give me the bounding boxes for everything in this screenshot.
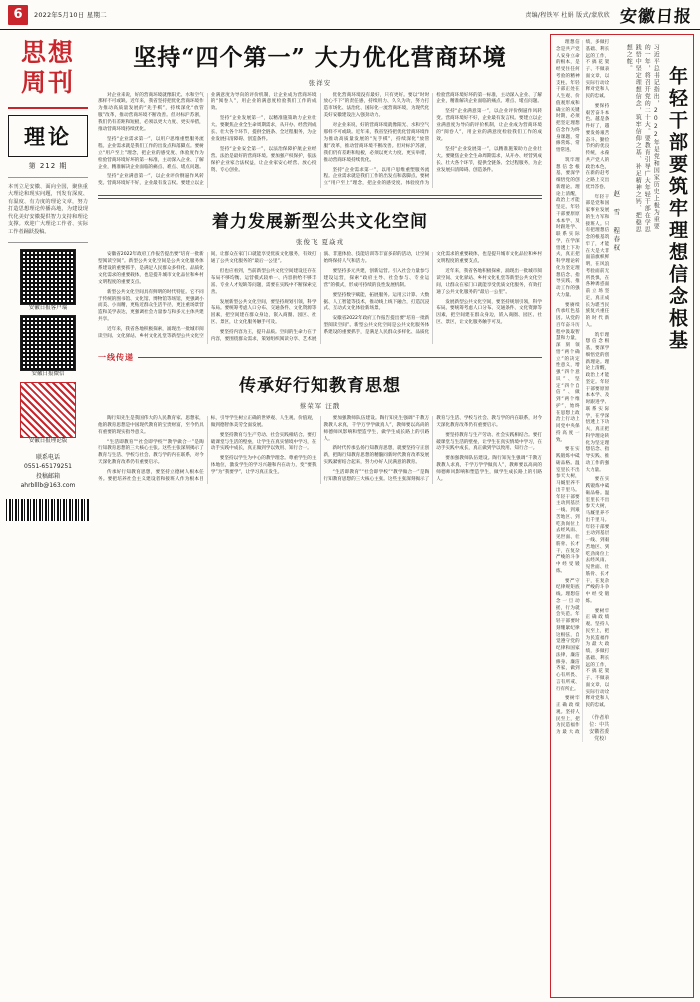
qr-caption: 安徽日报理论版 [28,437,68,444]
paragraph: 新型公共文化空间具有鲜明的时代特征。它不同于传统的图书馆、文化馆、博物馆等场馆，更强调小而美、小而精，更贴近群众生活半径，更注重场景营造和美学表达，更强调社会力量参与和多元主体共建共享。 [98,289,204,323]
contact-phone-label: 联系电话 [35,453,60,461]
paragraph: “生活即教育”“社会即学校”“教学做合一”是陶行知教育思想的三大核心主张。这些主张深刻揭示了教育与生活、学校与社会、教与学的内在联系，对今天深化教育改革仍有重要启示。 [98,439,204,466]
submission-mail-value: ahrblllb@163.com [20,482,76,490]
paragraph: 近年来，我省各地积极探索，涌现出一批城市阅读空间、文化驿站、乡村文化礼堂等新型公共文化空间，让群众在家门口就能享受优质文化服务，有效打通了公共文化服务的“最后一公里”。 [436,268,542,295]
paragraph: 坚持“企业发展第一”，以精准施策助力企业壮大。要聚焦企业全生命周期需求，从开办、经营到成长、壮大各个环节，提供全链条、全过程服务，为企业发展扫清障碍、创造条件。 [436,146,542,173]
featured-article-authors: 赵 雪 程春权 [612,190,621,253]
article-secondary-byline: 张俊飞 夏焱戎 [295,238,345,247]
paragraph: 发展新型公共文化空间，要坚持规划引领，科学布局。要统筹考虑人口分布、交通条件、文化资源等因素，把空间建在群众身边，嵌入商圈、园区、社区、景区，让文化服务触手可及。 [436,299,542,326]
article-lead-headline: 坚持“四个第一” 大力优化营商环境 [133,44,507,71]
article-tertiary-byline: 蔡荣军 汪戬 [299,401,341,410]
section-title: 理论 [24,123,72,149]
paragraph: 要树牢正确政绩观。坚持人民至上，把为民造福作为最大政绩，多做打基础、利长远的工作，不搞花架子、不做表面文章，以实际行动诠释对党和人民的忠诚。 [585,608,610,708]
featured-article-body [556,40,609,992]
page-number-badge: 6 [8,5,28,25]
paragraph: 要坚持教育与生产劳动、社会实践相结合。要打破课堂与生活的壁垒，让学生在真实情境中学习，在动手实践中成长，真正做到学以致用、知行合一。 [210,432,317,452]
paragraph: 近年来，我省各地积极探索，涌现出一批城市阅读空间、文化驿站、乡村文化礼堂等新型公共文化空间，让群众在家门口就能享受优质文化服务，有效打通了公共文化服务的“最后一公里”。 [98,252,317,339]
article-tertiary-headline: 传承好行知教育思想 [239,375,401,396]
paragraph: 安徽省2022年政府工作报告提出要“培育一批新型阅读空间”。新型公共文化空间是公共文化服务体系建设的重要抓手，是满足人民群众多样化、品质化文化需求的重要载体，也是提升城市文化品位和乡村文明程度的重要支点。 [98,252,204,285]
paragraph: 要在实践锻炼中砥砺品格。温室里长不出参天大树，马厩里养不出千里马。年轻干部要主动到基层一线、到艰苦地区、到吃劲岗位上去经风雨、见世面、壮筋骨、长才干，在复杂严峻的斗争中经受锻炼。 [556,447,580,574]
paragraph: 坚持“企业满意第一”，以企业评价倒逼作风转变。营商环境好不好，企业最有发言权。要建立以企业满意度为导向的评价机制，让企业成为营商环境的“阅卷人”，用企业的满意度检验我们工作的成效。 [98,92,317,187]
section-intro: 本刊立足安徽、面向全国，聚焦重大理论和现实问题，刊发有深度、有温度、有力度的理论文章，努力打造思想理论传播高地，为建设现代化美好安徽提供智力支持和理论支撑。欢迎广大理论工作者、实际工作者踊跃投稿。 [8,183,88,235]
paragraph: 要加强教师队伍建设。陶行知先生强调“千教万教教人求真，千学万学学做真人”，教师要以高尚的师德师风影响和塑造学生，做学生成长路上的引路人。 [436,456,542,482]
barcode [6,499,90,521]
brand-line-2: 周刊 [20,68,75,98]
featured-article-title: 年轻干部要筑牢理想信念根基 [666,66,688,352]
paragraph: 坚持“企业发展第一”，以精准施策助力企业壮大。要聚焦企业全生命周期需求，从开办、经营到成长、壮大各个环节，提供全链条、全过程服务，为企业发展扫清障碍、创造条件。 [210,116,317,142]
issue-number: 第 212 期 [28,161,68,170]
paragraph: 新时代传承弘扬行知教育思想，就要坚持守正创新，把陶行知教育思想的精髓同新时代教育改革发展实践紧密结合起来，努力办好人民满意的教育。 [323,446,430,466]
paragraph: 对企业来说，好的营商环境就像阳光、水和空气那样不可或缺。近年来，我省坚持把优化营商环境作为推动高质量发展的“先手棋”，持续深化“放管服”改革，推动营商环境不断改善。但对标沪苏浙，我们仍有差距和短板，必须以更大力度、更实举措，推动营商环境持续优化。 [98,92,204,133]
paragraph: 筑牢理想信念根基，要深学细悟党的创新理论。理论上清醒，政治上才能坚定。年轻干部要原原本本学、及时跟进学、联系实际学，在学深悟透上下功夫，真正把科学理论转化为坚定理想信念、指导实践、推动工作的强大力量。 [556,157,580,298]
paragraph: 传承好行知教育思想，要坚持立德树人根本任务。要把培养社会主义建设者和接班人作为根本目标，引导学生树立正确的世界观、人生观、价值观，做到德智体美劳全面发展。 [98,415,317,482]
editor-credits: 责编/程铁军 杜娟 版式/蒙欣欣 [525,12,610,19]
paragraph: 要坚持内容为王，提升品质。空间的生命力在于内容，要围绕群众需求，策划组织阅读分享、艺术展演、非遗体验、技能培训等丰富多彩的活动，让空间始终保持人气和活力。 [210,252,430,342]
paragraph: 要坚持多元共建，创新运营。引入社会力量参与建设运营，探索“政府主导、社会参与、专业运营”的模式，形成可持续的良性发展机制。 [323,268,430,288]
article-lead-body [98,93,542,189]
paragraph: 理想信念是共产党人安身立命的根本，是经受住任何考验的精神支柱。年轻干部正处在人生观、价值观形成和确立的关键时期，必须把坚定理想信念作为终身课题，常修常炼、常悟常进。 [556,40,580,153]
qr-code-image[interactable] [20,315,76,371]
contact-phone-value: 0551-65179251 [24,463,72,471]
paragraph: 坚持“企业需求第一”，以用户思维重塑服务流程。企业需求就是我们工作的出发点和落脚点。要树立“用户至上”理念，把企业的感受度、体验度作为检验营商环境好坏的第一标准，主动深入企业、了解企业，精准解决企业面临的痛点、难点、堵点问题。 [98,136,204,170]
submission-mail-label: 投稿邮箱 [35,472,60,480]
article-lead [98,44,542,188]
qr-item [20,382,76,445]
article-lead-byline: 张祥安 [308,78,332,87]
qr-list [6,249,90,444]
featured-article-frame [550,34,694,998]
kicker-row [98,352,542,363]
paragraph: 要严守纪律规矩底线。理想信念一旦动摇，行为就会失范。年轻干部要时刻绷紧纪律这根弦，自觉遵守党的纪律和国家法律，廉洁修身、廉洁齐家，做到心有所畏、言有所戒、行有所止。 [556,578,580,692]
article-divider-1 [98,195,542,199]
left-divider-2 [8,242,88,243]
article-secondary-body [98,252,542,344]
article-tertiary [98,371,542,484]
article-kicker: 一线传递 [98,352,134,362]
paragraph: 要赓续传承红色基因。从党的百年奋斗历程中汲取智慧和力量，深刻领悟“两个确立”的决定性意义，增强“四个意识”、坚定“四个自信”、做到“两个维护”，始终在思想上政治上行动上同党中央保持高度一致。 [556,302,580,443]
main-column [94,34,546,998]
paragraph: 但也应看到，当前新型公共文化空间建设还存在布局不够均衡、运营模式较单一、内容供给不够丰富、专业人才短缺等问题，需要在实践中不断探索完善。 [210,268,317,295]
paragraph: 年轻干部是党和国家事业发展的生力军和接班人。只有把理想信念的根基筑牢了，才能在大是大非面前旗帜鲜明，在风浪考验面前无所畏惧，在各种诱惑面前立场坚定，真正成长为堪当民族复兴重任的时代新人。 [585,194,610,328]
left-rail [6,34,94,998]
paragraph: 坚持“企业需求第一”，以用户思维重塑服务流程。企业需求就是我们工作的出发点和落脚点。要树立“用户至上”理念，把企业的感受度、体验度作为检验营商环境好坏的第一标准，主动深入企业、了解企业，精准解决企业面临的痛点、难点、堵点问题。 [323,92,542,187]
paragraph: 筑牢理想信念根基，要深学细悟党的创新理论。理论上清醒，政治上才能坚定。年轻干部要原原本本学、及时跟进学、联系实际学，在学深悟透上下功夫，真正把科学理论转化为坚定理想信念、指导实践、推动工作的强大力量。 [585,332,610,473]
brand-divider [8,107,88,109]
qr-code-image[interactable] [20,382,76,438]
newspaper-logo: 安徽日报 [619,7,693,27]
qr-caption: 安徽日报客户端 [28,305,68,312]
paragraph: 要保持艰苦奋斗本色。越是条件好了，越要发扬艰苦奋斗、勤俭节约的优良传统，永葆共产党人的政治本色，在新的赶考之路上交出优异答卷。 [585,103,610,190]
qr-code-image[interactable] [20,249,76,305]
brand-line-1: 思想 [20,38,75,67]
paragraph: 坚持“企业安全第一”，以法治保障护航企业经营。法治是最好的营商环境。要加强产权保护，依法保护企业家合法权益，让企业家安心经营、放心投资、专心创业。 [210,146,317,173]
paragraph: 要树牢正确政绩观。坚持人民至上，把为民造福作为最大政绩，多做打基础、利长远的工作，不搞花架子、不做表面文章，以实际行动诠释对党和人民的忠诚。 [556,40,610,735]
paragraph: 要在实践锻炼中砥砺品格。温室里长不出参天大树，马厩里养不出千里马。年轻干部要主动到基层一线、到艰苦地区、到吃劲岗位上去经风雨、见世面、壮筋骨、长才干，在复杂严峻的斗争中经受锻炼。 [585,477,610,604]
paragraph: 发展新型公共文化空间，要坚持规划引领，科学布局。要统筹考虑人口分布、交通条件、文化资源等因素，把空间建在群众身边，嵌入商圈、园区、社区、景区，让文化服务触手可及。 [210,299,317,326]
qr-item [20,249,76,312]
article-secondary [98,207,542,344]
paragraph: 优化营商环境没有最好，只有更好。要以“时时放心不下”的责任感，持续用力、久久为功，努力打造市场化、法治化、国际化一流营商环境，为现代化美好安徽建设注入强劲动力。 [323,92,430,119]
kicker-rule [138,357,542,358]
paragraph: 坚持“企业满意第一”，以企业评价倒逼作风转变。营商环境好不好，企业最有发言权。要建立以企业满意度为导向的评价机制，让企业成为营商环境的“阅卷人”，用企业的满意度检验我们工作的成效。 [436,109,542,142]
right-column [546,34,694,998]
paragraph: 对企业来说，好的营商环境就像阳光、水和空气那样不可或缺。近年来，我省坚持把优化营商环境作为推动高质量发展的“先手棋”，持续深化“放管服”改革，推动营商环境不断改善。但对标沪苏浙，我们仍有差距和短板，必须以更大力度、更实举措，推动营商环境持续优化。 [323,123,430,163]
paragraph: 安徽省2022年政府工作报告提出要“培育一批新型阅读空间”。新型公共文化空间是公共文化服务体系建设的重要抓手，是满足人民群众多样化、品质化文化需求的重要载体，也是提升城市文化品位和乡村文明程度的重要支点。 [323,252,542,336]
article-secondary-headline: 着力发展新型公共文化空间 [212,212,428,233]
article-tertiary-body [98,416,542,484]
left-divider-1 [8,177,88,178]
publication-date: 2022年5月10日 星期二 [34,11,107,19]
featured-article-columns [556,40,609,742]
qr-item [20,315,76,378]
featured-article-kicker: 习近平总书记指出，2022年是党和国家历史上极为重要的一年，将召开党的二十大。要教育引导广大年轻干部在学思践悟中坚定理想信念，筑牢信仰之基、补足精神之钙、把稳思想之舵。 [625,44,660,233]
qr-caption: 安徽日报微信 [31,371,65,378]
paragraph: 要加强教师队伍建设。陶行知先生强调“千教万教教人求真，千学万学学做真人”，教师要以高尚的师德师风影响和塑造学生，做学生成长路上的引路人。 [323,415,430,442]
section-title-box [8,115,88,157]
contact-block [6,453,90,491]
paragraph: 要坚持教育与生产劳动、社会实践相结合。要打破课堂与生活的壁垒，让学生在真实情境中学习，在动手实践中成长，真正做到学以致用、知行合一。 [436,432,542,452]
paragraph: 要坚持以学生为中心的教学理念。尊重学生的主体地位，激发学生的学习兴趣和内在动力，变“要我学”为“我要学”，让学习真正发生。 [210,456,317,476]
featured-article-signature: （作者单位：中共安徽省委党校） [589,714,610,742]
paragraph: “生活即教育”“社会即学校”“教学做合一”是陶行知教育思想的三大核心主张。这些主张深刻揭示了教育与生活、学校与社会、教与学的内在联系，对今天深化教育改革仍有重要启示。 [323,415,542,482]
section-brand [6,34,90,101]
paragraph: 陶行知先生是我国伟大的人民教育家、思想家，他的教育思想是中国现代教育的宝贵财富，至今仍具有重要的现实指导意义。 [98,415,204,435]
masthead [0,0,700,30]
page-body [0,30,700,1002]
paragraph: 要坚持数字赋能，拓展服务。运用云计算、大数据、人工智能等技术，推动线上线下融合，打造沉浸式、互动式文化体验新场景。 [323,292,430,312]
